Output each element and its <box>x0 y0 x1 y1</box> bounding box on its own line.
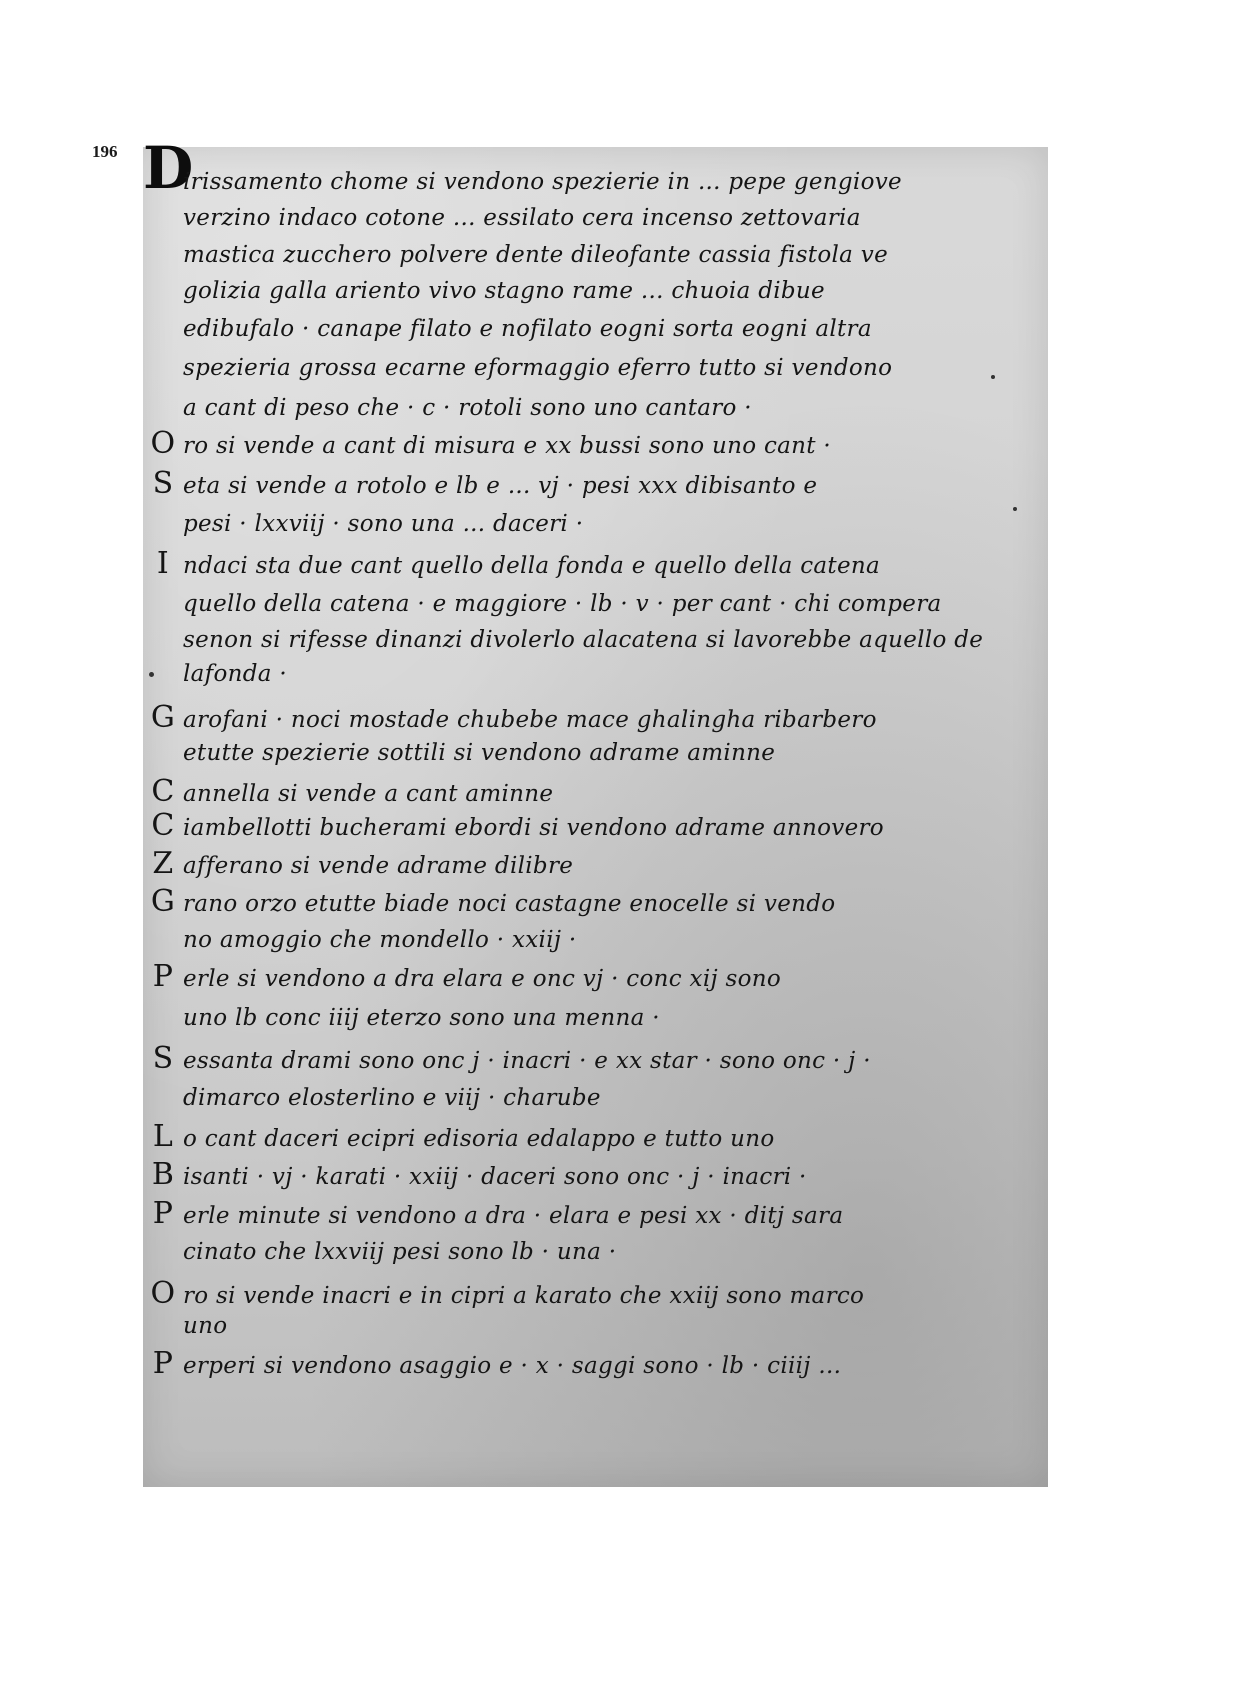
manuscript-line <box>143 884 1023 919</box>
manuscript-line <box>143 659 1023 689</box>
manuscript-line <box>143 1157 1023 1192</box>
line-text: etutte spezierie sottili si vendono adrame aminne <box>183 740 776 766</box>
line-initial: C <box>151 808 175 843</box>
manuscript-line <box>143 1003 1023 1033</box>
line-text: no amoggio che mondello · xxiij · <box>183 927 577 953</box>
manuscript-line <box>143 846 1023 881</box>
line-text: erle si vendono a dra elara e onc vj · conc xij sono <box>183 966 782 992</box>
line-text: mastica zucchero polvere dente dileofante cassia fistola ve <box>183 242 888 268</box>
manuscript-line <box>143 426 1023 461</box>
line-text: rano orzo etutte biade noci castagne enocelle si vendo <box>183 891 836 917</box>
line-initial: S <box>152 466 174 501</box>
line-text: lafonda · <box>183 661 287 687</box>
manuscript-line <box>143 509 1023 539</box>
line-initial: C <box>151 774 175 809</box>
manuscript-line <box>143 240 1023 270</box>
line-initial: I <box>156 546 170 581</box>
manuscript-line <box>143 1237 1023 1267</box>
line-initial: P <box>152 1196 174 1231</box>
line-text: eta si vende a rotolo e lb e ... vj · pesi xxx dibisanto e <box>183 473 818 499</box>
line-text: pesi · lxxviij · sono una ... daceri · <box>183 511 584 537</box>
manuscript-line <box>143 1083 1023 1113</box>
manuscript-line <box>143 1311 1023 1341</box>
line-text: annella si vende a cant aminne <box>183 781 554 807</box>
manuscript-line <box>143 314 1023 344</box>
line-text: dimarco elosterlino e viij · charube <box>183 1085 601 1111</box>
line-initial: Z <box>152 846 174 881</box>
ink-speck <box>991 375 995 379</box>
manuscript-initial: D <box>143 134 194 202</box>
line-initial: G <box>150 884 176 919</box>
manuscript-line <box>143 774 1023 809</box>
page-number: 196 <box>92 142 118 161</box>
line-text: uno <box>183 1313 228 1339</box>
line-text: irissamento chome si vendono spezierie in ... pepe gengiove <box>183 169 902 195</box>
manuscript-line <box>143 1041 1023 1076</box>
manuscript-line <box>143 546 1023 581</box>
line-text: spezieria grossa ecarne eformaggio eferro tutto si vendono <box>183 355 893 381</box>
manuscript-line <box>143 393 1023 423</box>
line-text: cinato che lxxviij pesi sono lb · una · <box>183 1239 617 1265</box>
manuscript-line <box>143 167 1023 197</box>
line-text: arofani · noci mostade chubebe mace ghalingha ribarbero <box>183 707 877 733</box>
manuscript-line <box>143 353 1023 383</box>
line-text: ro si vende a cant di misura e xx bussi sono uno cant · <box>183 433 832 459</box>
line-text: edibufalo · canape filato e nofilato eogni sorta eogni altra <box>183 316 872 342</box>
line-text: ndaci sta due cant quello della fonda e quello della catena <box>183 553 880 579</box>
line-initial: B <box>151 1157 175 1192</box>
line-text: iambellotti bucherami ebordi si vendono adrame annovero <box>183 815 884 841</box>
line-text: senon si rifesse dinanzi divolerlo alacatena si lavorebbe aquello de <box>183 627 984 653</box>
line-text: erperi si vendono asaggio e · x · saggi sono · lb · ciiij ... <box>183 1353 842 1379</box>
line-text: golizia galla ariento vivo stagno rame ... chuoia dibue <box>183 278 825 304</box>
line-initial: G <box>150 700 176 735</box>
line-initial: P <box>152 959 174 994</box>
manuscript-line <box>143 466 1023 501</box>
line-text: erle minute si vendono a dra · elara e pesi xx · ditj sara <box>183 1203 844 1229</box>
line-text: essanta drami sono onc j · inacri · e xx star · sono onc · j · <box>183 1048 871 1074</box>
line-text: a cant di peso che · c · rotoli sono uno cantaro · <box>183 395 752 421</box>
line-initial: P <box>152 1346 174 1381</box>
line-text: uno lb conc iiij eterzo sono una menna · <box>183 1005 660 1031</box>
line-initial: L <box>152 1119 174 1154</box>
ink-speck <box>1013 507 1017 511</box>
line-text: isanti · vj · karati · xxiij · daceri sono onc · j · inacri · <box>183 1164 807 1190</box>
manuscript-line <box>143 1119 1023 1154</box>
line-text: verzino indaco cotone ... essilato cera incenso zettovaria <box>183 205 861 231</box>
line-initial: O <box>150 1276 176 1311</box>
line-text: quello della catena · e maggiore · lb · v · per cant · chi compera <box>183 591 942 617</box>
manuscript-line <box>143 959 1023 994</box>
manuscript-line <box>143 738 1023 768</box>
line-text: afferano si vende adrame dilibre <box>183 853 574 879</box>
manuscript-line <box>143 925 1023 955</box>
manuscript-line <box>143 589 1023 619</box>
manuscript-line <box>143 808 1023 843</box>
manuscript-line <box>143 700 1023 735</box>
manuscript-line <box>143 625 1023 655</box>
manuscript-line <box>143 1346 1023 1381</box>
manuscript-line <box>143 203 1023 233</box>
manuscript-plate <box>143 134 1048 1487</box>
line-text: o cant daceri ecipri edisoria edalappo e tutto uno <box>183 1126 775 1152</box>
manuscript-line <box>143 1276 1023 1311</box>
manuscript-line <box>143 1196 1023 1231</box>
ink-speck <box>149 672 154 677</box>
manuscript-line <box>143 276 1023 306</box>
line-text: ro si vende inacri e in cipri a karato che xxiij sono marco <box>183 1283 865 1309</box>
line-initial: S <box>152 1041 174 1076</box>
line-initial: O <box>150 426 176 461</box>
